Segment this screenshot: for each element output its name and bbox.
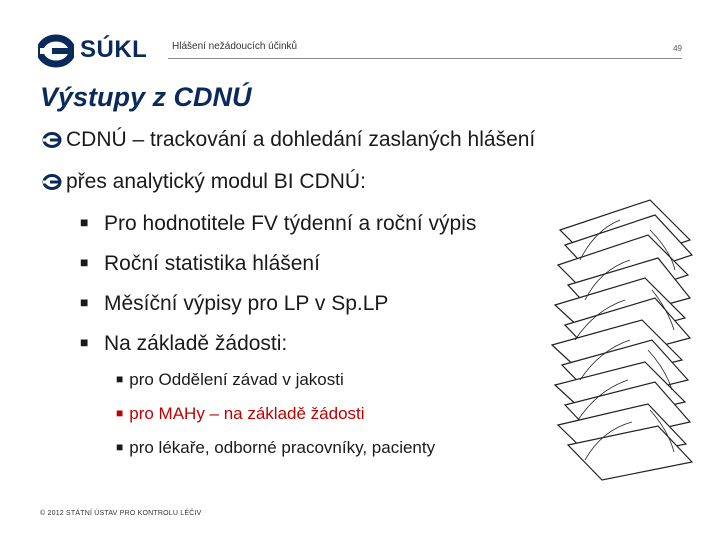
header-divider (168, 58, 682, 59)
sukl-logo-icon (38, 34, 74, 68)
bullet-l3-text: pro MAHy – na základě žádosti (129, 404, 365, 423)
sukl-bullet-icon (42, 130, 62, 150)
brand-name: SÚKL (80, 36, 148, 63)
square-bullet-icon: ■ (116, 440, 124, 454)
bullet-l3-text: pro Oddělení závad v jakosti (129, 370, 344, 389)
square-bullet-icon: ■ (80, 214, 89, 230)
square-bullet-icon: ■ (116, 406, 124, 420)
slide-title: Výstupy z CDNÚ (40, 82, 252, 112)
paper-stack-illustration (540, 190, 700, 490)
sukl-logo (38, 34, 154, 68)
bullet-l2 (80, 252, 320, 276)
square-bullet-icon: ■ (116, 372, 124, 386)
bullet-l2 (80, 212, 476, 236)
bullet-l2-text: Pro hodnotitele FV týdenní a roční výpis (104, 212, 477, 235)
square-bullet-icon: ■ (80, 254, 89, 270)
sukl-bullet-icon (42, 172, 62, 192)
bullet-l1 (42, 170, 366, 194)
bullet-l3 (116, 438, 435, 458)
bullet-l3 (116, 370, 344, 390)
bullet-l2-text: Měsíční výpisy pro LP v Sp.LP (104, 292, 389, 315)
bullet-l2-text: Roční statistika hlášení (104, 252, 320, 275)
bullet-l1-text: přes analytický modul BI CDNÚ: (66, 170, 366, 193)
bullet-l3-text: pro lékaře, odborné pracovníky, pacienty (129, 438, 436, 457)
bullet-l1 (42, 128, 535, 152)
bullet-l2 (80, 332, 287, 356)
footer-copyright: © 2012 STÁTNÍ ÚSTAV PRO KONTROLU LÉČIV (40, 510, 202, 517)
page-number: 49 (673, 44, 682, 53)
header-title: Hlášení nežádoucích účinků (172, 41, 298, 52)
bullet-l1-text: CDNÚ – trackování a dohledání zaslaných hlášení (66, 128, 536, 151)
bullet-l3-highlight (116, 404, 365, 424)
square-bullet-icon: ■ (80, 294, 89, 310)
bullet-l2 (80, 292, 388, 316)
square-bullet-icon: ■ (80, 334, 89, 350)
bullet-l2-text: Na základě žádosti: (104, 332, 288, 355)
